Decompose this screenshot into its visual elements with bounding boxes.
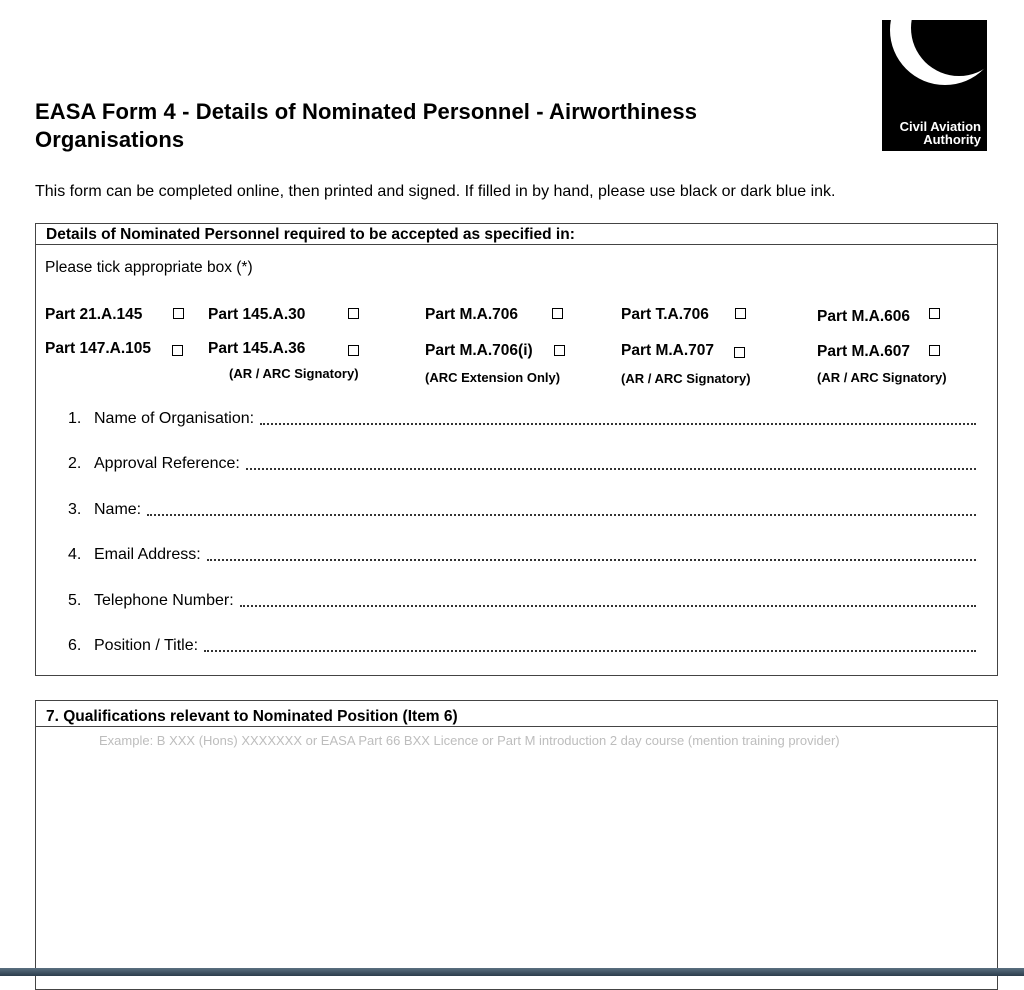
field-position-title[interactable] [68,635,976,655]
intro-text: This form can be completed online, then printed and signed. If filled in by hand, please use black or dark blue ink. [35,183,836,200]
logo-text-line2: Authority [923,132,981,147]
checkbox-part-ma707[interactable] [734,347,745,358]
field-approval-reference[interactable] [68,453,976,473]
name-input[interactable] [147,513,976,516]
nominated-personnel-section [35,223,998,676]
telephone-number-input[interactable] [240,604,976,607]
checkbox-part-145a36[interactable] [348,345,359,356]
qualifications-section [35,700,998,990]
field-label: Name: [94,501,142,518]
sublabel-ma607: (AR / ARC Signatory) [817,370,947,385]
qualifications-heading: 7. Qualifications relevant to Nominated Position (Item 6) [36,701,997,727]
field-number: 2. [68,455,82,472]
sublabel-ma706i: (ARC Extension Only) [425,370,561,385]
approval-reference-input[interactable] [246,467,976,470]
checkbox-part-ma607[interactable] [929,345,940,356]
email-address-input[interactable] [207,558,976,561]
position-title-input[interactable] [204,649,976,652]
field-number: 4. [68,546,82,563]
field-number: 5. [68,592,82,609]
field-name[interactable] [68,499,976,519]
label-part-ma706: Part M.A.706 [425,306,519,323]
label-part-ma606: Part M.A.606 [817,308,911,325]
checkbox-part-ta706[interactable] [735,308,746,319]
checkbox-part-ma706[interactable] [552,308,563,319]
caa-logo [882,20,987,151]
checkbox-part-145a30[interactable] [348,308,359,319]
label-part-145a30: Part 145.A.30 [208,306,306,323]
field-label: Position / Title: [94,637,199,654]
checkbox-part-ma606[interactable] [929,308,940,319]
field-label: Name of Organisation: [94,410,255,427]
field-number: 6. [68,637,82,654]
checkbox-part-21a145[interactable] [173,308,184,319]
field-label: Email Address: [94,546,201,563]
page-title-line2: Organisations [35,127,185,152]
logo-text-line1: Civil Aviation [899,119,981,134]
field-telephone-number[interactable] [68,590,976,610]
window-bottom-edge [0,968,1024,976]
sublabel-145a36: (AR / ARC Signatory) [229,366,359,381]
tick-instruction: Please tick appropriate box (*) [45,259,253,276]
qualifications-textarea-placeholder[interactable]: Example: B XXX (Hons) XXXXXXX or EASA Part 66 BXX Licence or Part M introduction 2 day course (mention training provider) [99,733,840,748]
field-organisation-name[interactable] [68,408,976,428]
organisation-name-input[interactable] [260,422,976,425]
page-title-line1: EASA Form 4 - Details of Nominated Personnel - Airworthiness [35,99,698,124]
page-title [35,98,835,154]
field-label: Telephone Number: [94,592,234,609]
checkbox-part-147a105[interactable] [172,345,183,356]
label-part-ma607: Part M.A.607 [817,343,911,360]
section-heading: Details of Nominated Personnel required to be accepted as specified in: [36,224,997,245]
label-part-ma706i: Part M.A.706(i) [425,342,533,359]
label-part-ta706: Part T.A.706 [621,306,709,323]
label-part-ma707: Part M.A.707 [621,342,715,359]
label-part-21a145: Part 21.A.145 [45,306,143,323]
field-label: Approval Reference: [94,455,240,472]
label-part-147a105: Part 147.A.105 [45,340,151,357]
checkbox-part-ma706i[interactable] [554,345,565,356]
field-email-address[interactable] [68,544,976,564]
sublabel-ma707: (AR / ARC Signatory) [621,371,751,386]
label-part-145a36: Part 145.A.36 [208,340,306,357]
field-number: 1. [68,410,82,427]
field-number: 3. [68,501,82,518]
